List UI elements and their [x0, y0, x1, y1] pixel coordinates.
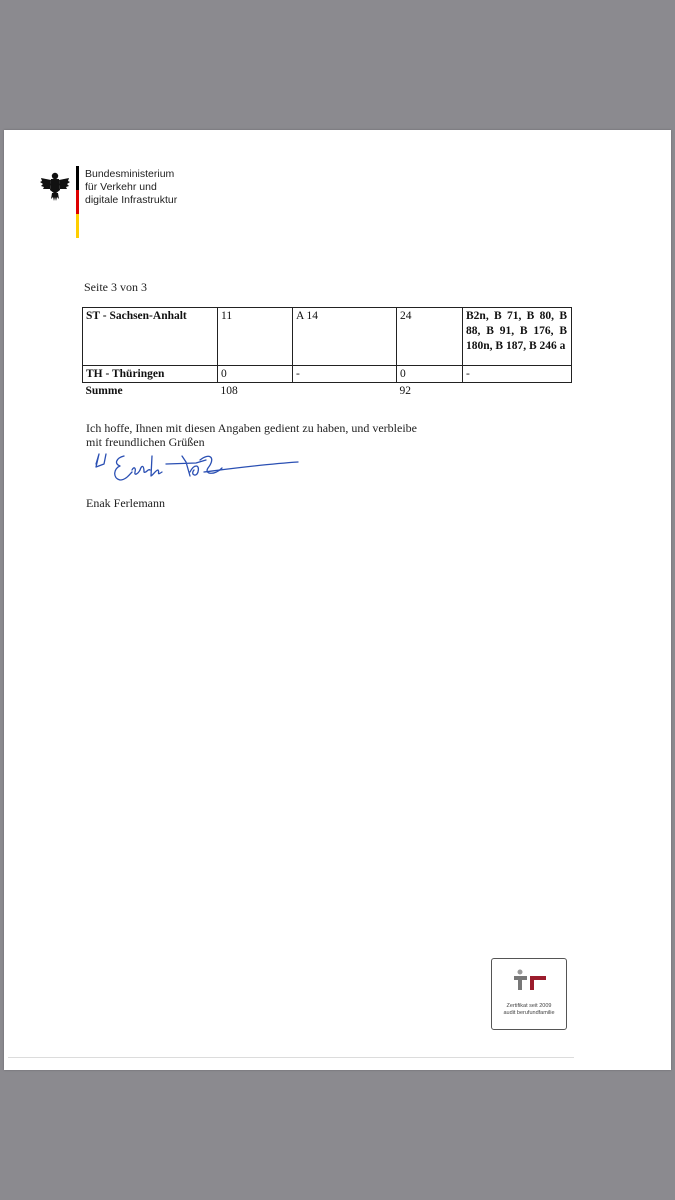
data-table	[82, 307, 572, 399]
signer-name: Enak Ferlemann	[86, 496, 165, 510]
table-cell: -	[293, 366, 397, 383]
ministry-name	[85, 168, 177, 207]
closing-line: Ich hoffe, Ihnen mit diesen Angaben gedient zu haben, und verbleibe	[86, 421, 418, 435]
ministry-line: Bundesministerium	[85, 168, 175, 180]
state-cell: ST - Sachsen-Anhalt	[83, 308, 218, 366]
certificate-text	[492, 1003, 566, 1017]
table-cell: A 14	[293, 308, 397, 366]
table-cell: 24	[397, 308, 463, 366]
federal-eagle-icon	[40, 170, 70, 202]
certificate-badge	[491, 958, 567, 1030]
certificate-line: Zertifikat seit 2009	[506, 1003, 552, 1009]
table-cell: 108	[220, 385, 238, 397]
table-cell: 0	[218, 366, 293, 383]
footer-divider	[8, 1057, 574, 1058]
handwritten-signature	[86, 442, 306, 497]
ministry-line: für Verkehr und	[85, 181, 157, 193]
table-cell: B2n, B 71, B 80, B 88, B 91, B 176, B 180n, B 187, B 246 a	[463, 308, 572, 366]
document-page	[4, 130, 671, 1070]
table-cell	[463, 383, 572, 400]
page-number: Seite 3 von 3	[84, 280, 147, 294]
table-cell: 11	[218, 308, 293, 366]
table-row	[83, 308, 572, 366]
table-row	[83, 366, 572, 383]
table-cell: 92	[399, 385, 411, 397]
sum-label: Summe	[85, 385, 123, 397]
german-flag-bar	[76, 166, 79, 238]
audit-berufundfamilie-logo-icon	[514, 969, 546, 991]
certificate-line: audit berufundfamilie	[503, 1010, 555, 1016]
state-cell: TH - Thüringen	[83, 366, 218, 383]
table-cell: -	[463, 366, 572, 383]
ministry-line: digitale Infrastruktur	[85, 194, 178, 206]
table-row-sum	[83, 383, 572, 400]
closing-line: mit freundlichen Grüßen	[86, 435, 205, 449]
ministry-logo	[40, 166, 240, 241]
table-cell	[293, 383, 397, 400]
table-cell: 0	[397, 366, 463, 383]
